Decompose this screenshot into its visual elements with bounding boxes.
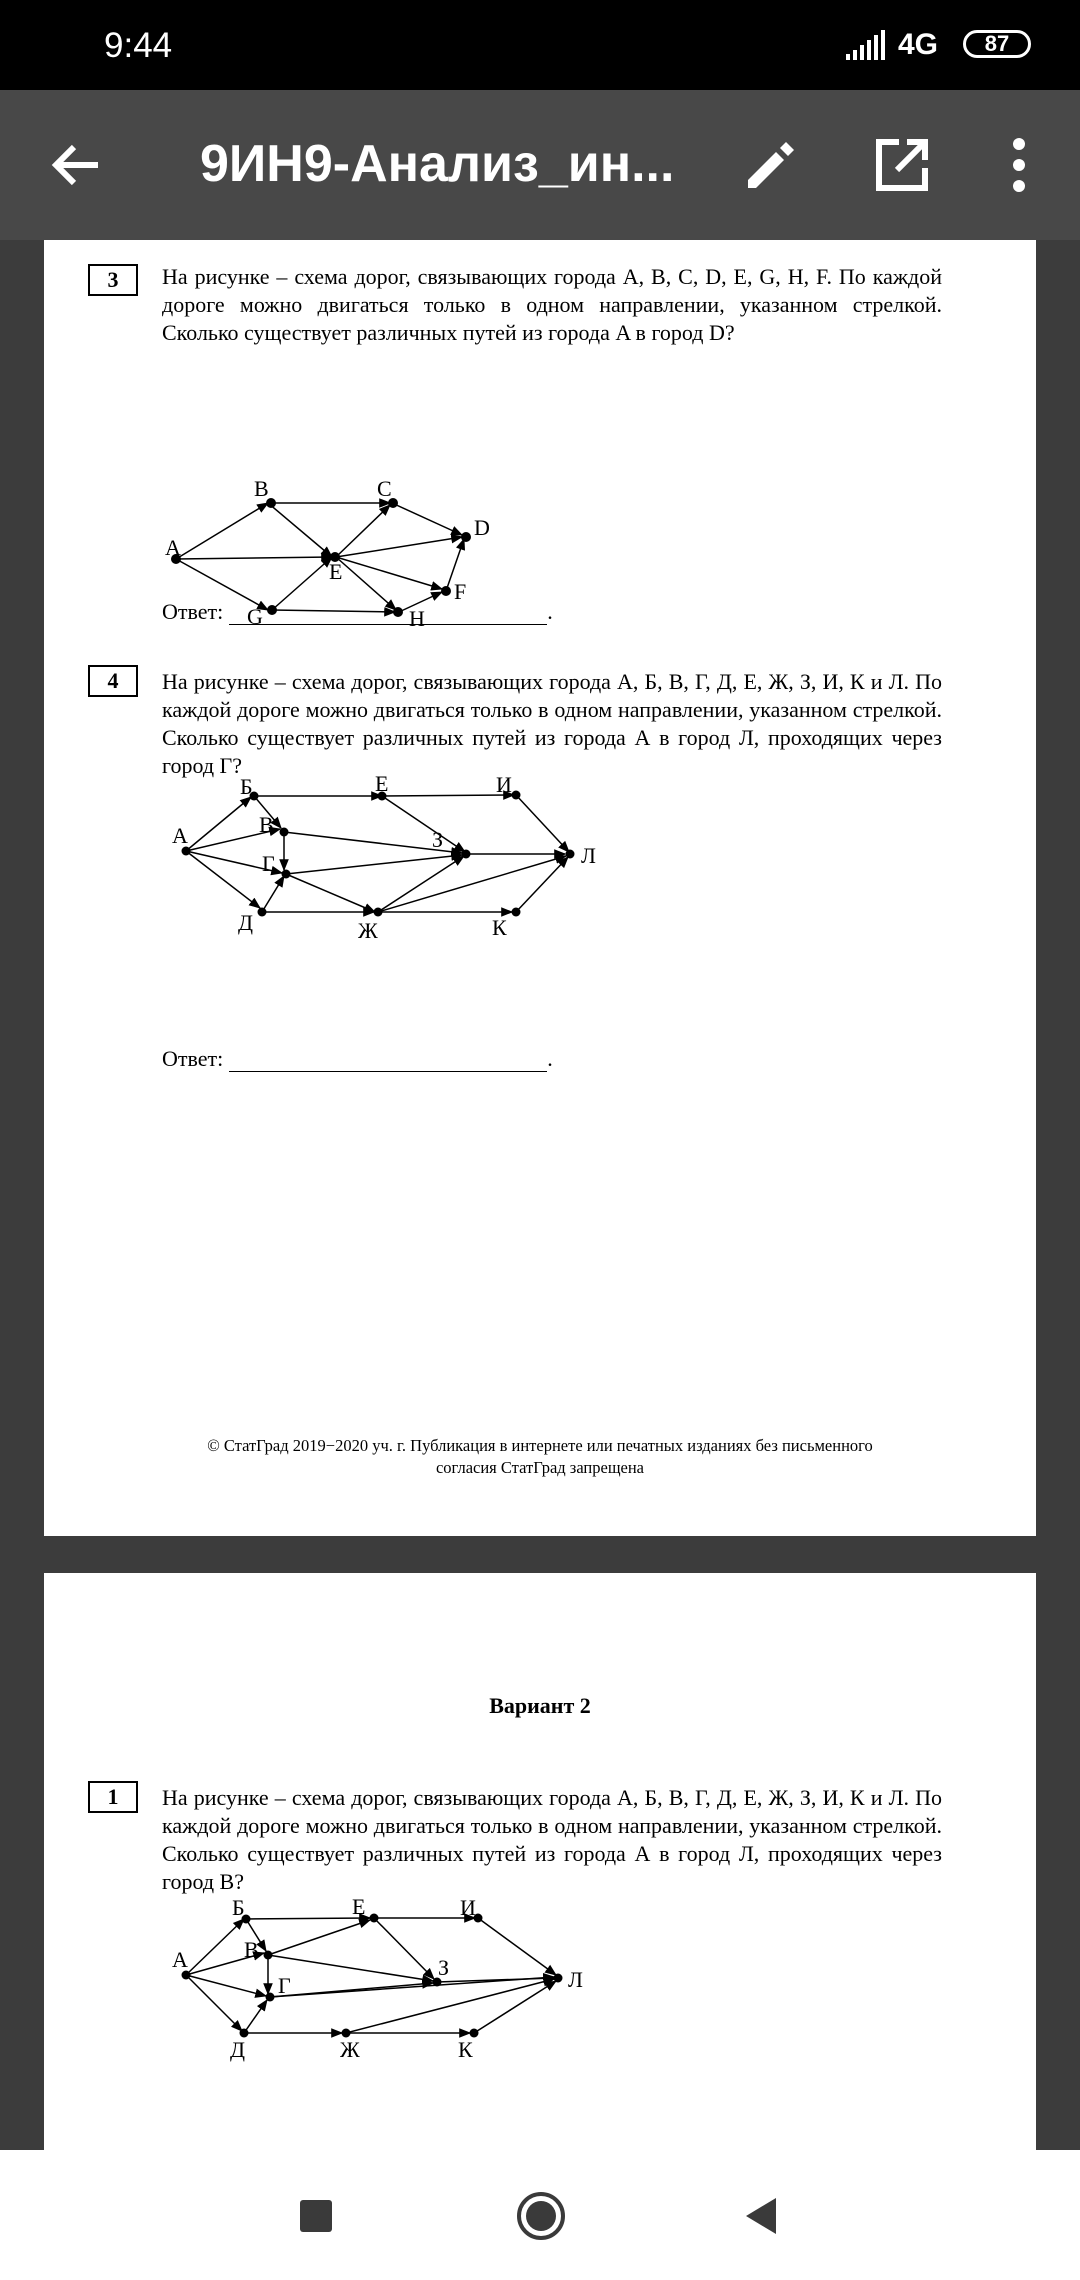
triangle-back-icon[interactable] bbox=[744, 2196, 778, 2236]
node-label: Л bbox=[568, 1967, 583, 1992]
node-label: Б bbox=[232, 1895, 245, 1920]
more-vert-icon[interactable] bbox=[1000, 136, 1038, 194]
node-label: Л bbox=[581, 843, 596, 868]
pencil-icon[interactable] bbox=[742, 136, 800, 194]
node-label: Д bbox=[238, 910, 254, 935]
node-label: Ж bbox=[358, 918, 378, 943]
answer-row: Ответ: . bbox=[162, 1046, 553, 1071]
node-label: К bbox=[458, 2037, 473, 2062]
node-label: B bbox=[254, 476, 269, 501]
road-graph-variant bbox=[44, 1894, 1036, 2103]
node-label: D bbox=[474, 515, 490, 540]
question-text: На рисунке – схема дорог, связывающих города А, Б, В, Г, Д, Е, Ж, З, И, К и Л. По каждой дороге можно двигаться только в одном направлении, указанном стрелкой. Сколько существует различных путей из города А в город Л, проходящих через город Г? bbox=[162, 669, 942, 778]
open-external-icon[interactable] bbox=[873, 136, 931, 194]
node-label: Ж bbox=[340, 2037, 360, 2062]
network-type: 4G bbox=[898, 28, 939, 61]
document-title: 9ИН9-Анализ_ин... bbox=[200, 135, 675, 193]
app-toolbar bbox=[0, 90, 1080, 240]
question-text: На рисунке – схема дорог, связывающих города A, B, C, D, E, G, H, F. По каждой дороге можно двигаться только в одном направлении, указанном стрелкой. Сколько существует различных путей из города A в город D? bbox=[162, 264, 942, 345]
battery-icon: 87 bbox=[963, 30, 1031, 58]
answer-label: Ответ: bbox=[162, 599, 224, 624]
node-label: H bbox=[409, 606, 425, 631]
node-label: З bbox=[432, 827, 444, 852]
node-label: В bbox=[244, 1937, 259, 1962]
question-number: 4 bbox=[88, 665, 138, 697]
signal-icon bbox=[846, 30, 886, 62]
answer-field[interactable] bbox=[229, 602, 547, 625]
question-number: 1 bbox=[88, 1781, 138, 1813]
status-bar bbox=[0, 0, 1080, 90]
circle-home-icon[interactable] bbox=[515, 2190, 567, 2242]
variant-title: Вариант 2 bbox=[489, 1693, 591, 1718]
question-number: 3 bbox=[88, 264, 138, 296]
node-label: A bbox=[165, 535, 181, 560]
document-page bbox=[44, 240, 1036, 1536]
question-text: На рисунке – схема дорог, связывающих города А, Б, В, Г, Д, Е, Ж, З, И, К и Л. По каждой дороге можно двигаться только в одном направлении, указанном стрелкой. Сколько существует различных путей из города А в город Л, проходящих через город В? bbox=[162, 1785, 942, 1894]
node-label: В bbox=[259, 812, 274, 837]
node-label: А bbox=[172, 823, 188, 848]
node-label: Г bbox=[262, 851, 275, 876]
system-nav-bar bbox=[0, 2150, 1080, 2280]
node-label: G bbox=[247, 604, 263, 629]
node-label: Е bbox=[352, 1894, 366, 1919]
node-label: И bbox=[496, 772, 512, 797]
node-label: Г bbox=[278, 1973, 291, 1998]
arrow-back-icon[interactable] bbox=[48, 137, 104, 193]
node-label: F bbox=[454, 579, 467, 604]
node-label: А bbox=[172, 1947, 188, 1972]
answer-row: Ответ: . bbox=[162, 599, 553, 624]
node-label: C bbox=[377, 476, 392, 501]
road-graph-al bbox=[44, 771, 1036, 960]
document-page bbox=[44, 1573, 1036, 2150]
square-recent-icon[interactable] bbox=[298, 2198, 334, 2234]
answer-field[interactable] bbox=[229, 1049, 547, 1072]
node-label: К bbox=[492, 915, 507, 940]
node-label: Б bbox=[240, 774, 253, 799]
node-label: Д bbox=[230, 2037, 246, 2062]
status-time: 9:44 bbox=[104, 26, 173, 65]
answer-label: Ответ: bbox=[162, 1046, 224, 1071]
node-label: И bbox=[460, 1895, 476, 1920]
node-label: E bbox=[329, 559, 343, 584]
node-label: Е bbox=[375, 771, 389, 796]
footer-line: © СтатГрад 2019−2020 уч. г. Публикация в интернете или печатных изданиях без письменного bbox=[207, 1436, 873, 1455]
footer-line: согласия СтатГрад запрещена bbox=[435, 1458, 645, 1477]
node-label: З bbox=[438, 1955, 450, 1980]
copyright-footer bbox=[44, 1435, 1036, 1479]
